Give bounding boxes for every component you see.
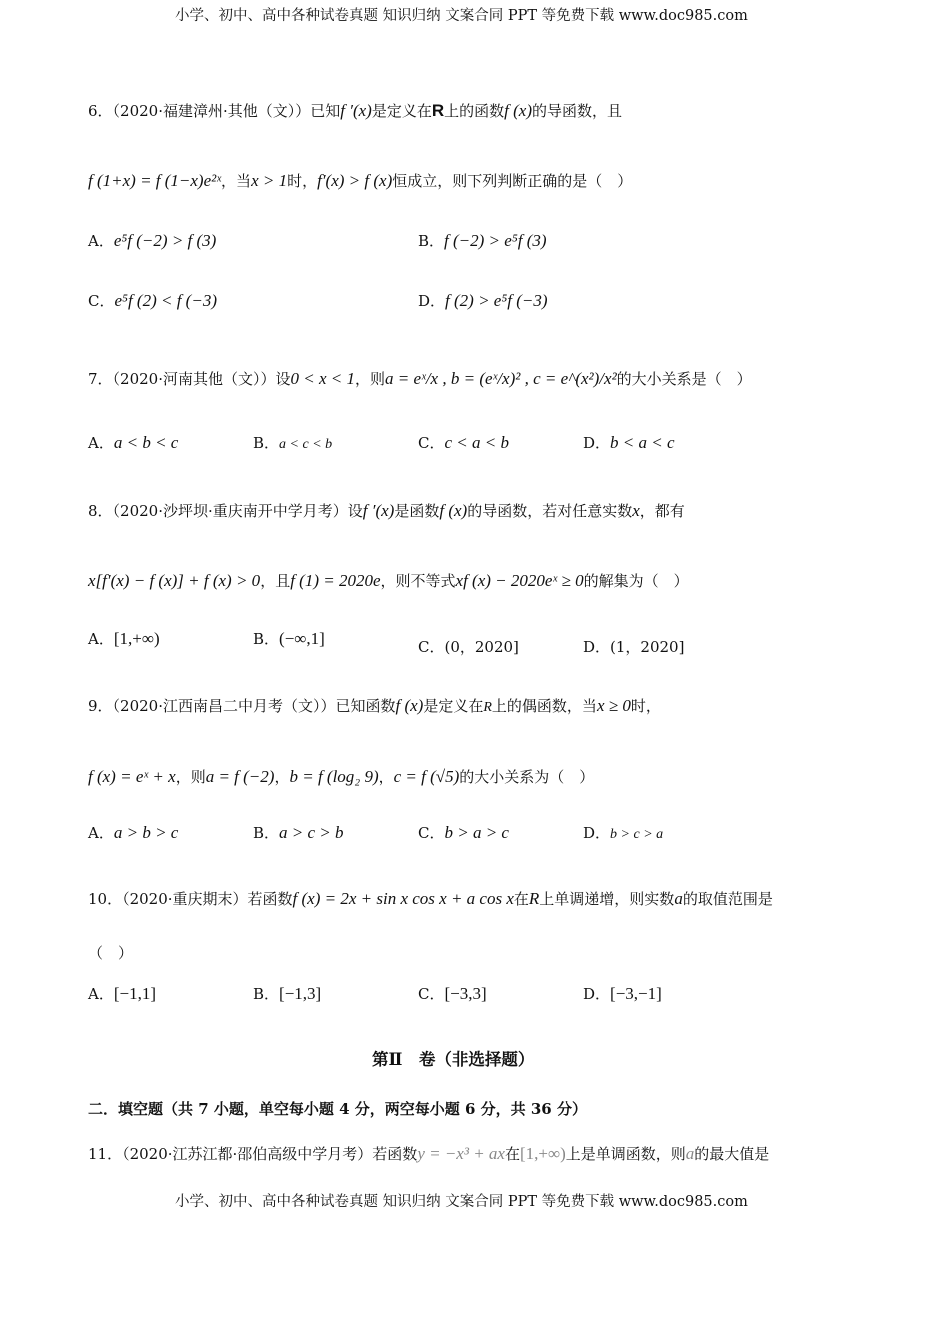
q8-option-d: D．(1，2020] [583,638,685,656]
q10-math: R [528,889,540,908]
option-value: (−∞,1] [279,629,325,648]
q11-math: y = −x³ + ax [417,1144,505,1163]
q8-text: ，且 [260,572,291,590]
q9-text: 的大小关系为（ ） [459,768,595,786]
q9-text: 上的偶函数，当 [491,697,597,715]
q6-math: f (1+x) = f (1−x)e²ˣ [88,171,222,190]
option-value: e⁵f (2) < f (−3) [114,291,217,310]
page-header: 小学、初中、高中各种试卷真题 知识归纳 文案合同 PPT 等免费下载 www.doc985.com [175,8,748,24]
q10-option-a [88,983,156,1004]
q6-line1 [88,100,622,121]
option-value: a > b > c [113,823,179,842]
q10-text: 上单调递增，则实数 [539,890,675,908]
option-label: A． [88,434,114,452]
q9-math: f (x) = eˣ + x [88,767,176,786]
q6-math: f′(x) > f (x) [317,171,393,190]
option-label: A． [88,232,114,250]
q11-text: 在 [504,1145,520,1163]
option-value: b > a > c [444,823,509,842]
q8-line1 [88,500,685,521]
q8-text: 是函数 [394,502,440,520]
q7-option-b [253,432,332,453]
option-label: B． [253,434,280,452]
q8-text: ，则不等式 [380,572,456,590]
q8-option-c: C．(0，2020] [418,638,519,656]
q11-stem: 11．（2020·江苏江都·邵伯高级中学月考）若函数 [88,1145,418,1163]
q9-text: 是定义在 [423,697,484,715]
q6-line2 [88,170,632,191]
option-label: B． [253,824,280,842]
q7-math: a = eˣ/x , b = (eˣ/x)² , c = e^(x²)/x² [385,369,617,388]
q8-math: f (1) = 2020e [290,571,381,590]
option-label: A． [88,824,114,842]
q7-option-c [418,432,509,453]
option-label: C． [418,985,445,1003]
q9-math: R [483,700,492,715]
q7-text: ，则 [355,370,386,388]
option-value: a < b < c [113,433,179,452]
q10-text: 在 [513,890,529,908]
q6-text: 恒成立，则下列判断正确的是（ ） [392,172,633,190]
q6-math: x > 1 [251,171,288,190]
q9-math: c = f (√5) [393,767,460,786]
q7-text: 的大小关系是（ ） [616,370,752,388]
q6-text: ，当 [221,172,252,190]
q9-option-d [583,822,663,843]
q11-line1 [88,1143,769,1164]
q8-stem: 8．（2020·沙坪坝·重庆南开中学月考）设 [88,502,363,520]
q11-text: 的最大值是 [694,1145,770,1163]
q10-option-d [583,983,662,1004]
option-value: [−1,1] [113,984,157,1003]
q10-line1 [88,888,773,909]
q6-option-d [418,290,548,311]
option-value: b < a < c [610,433,675,452]
q11-text: 上是单调函数，则 [565,1145,686,1163]
q7-option-d [583,432,675,453]
q9-math: x ≥ 0 [596,696,631,715]
q10-math: f (x) = 2x + sin x cos x + a cos x [292,889,514,908]
option-value: e⁵f (−2) > f (3) [113,231,217,250]
q9-text: ，则 [175,768,206,786]
option-value: [1,+∞) [113,629,160,648]
option-value: [−3,3] [444,984,487,1003]
option-label: D． [418,292,446,310]
q6-option-b [418,230,547,251]
option-label: C． [418,434,445,452]
q6-math: f (x) [504,101,532,120]
q6-math: f ′(x) [340,101,372,120]
q6-text: 是定义在 [371,102,432,120]
option-value: f (2) > e⁵f (−3) [445,291,548,310]
q9-text: 时， [630,697,661,715]
q8-math: f ′(x) [362,501,395,520]
q8-math: x[f′(x) − f (x)] + f (x) > 0 [88,571,261,590]
q8-math: x [632,501,640,520]
q8-option-a [88,628,160,649]
q9-option-b [253,822,344,843]
q9-math: b = f (log₂ 9) [289,767,379,786]
option-label: B． [418,232,445,250]
option-label: C． [418,824,445,842]
q9-stem: 9．（2020·江西南昌二中月考（文））已知函数 [88,697,396,715]
q9-line1 [88,695,661,716]
q8-math: xf (x) − 2020eˣ ≥ 0 [455,571,584,590]
q7-stem: 7．（2020·河南其他（文））设 [88,370,291,388]
q6-text: 上的函数 [444,102,505,120]
option-label: A． [88,985,114,1003]
page-footer: 小学、初中、高中各种试卷真题 知识归纳 文案合同 PPT 等免费下载 www.doc985.com [175,1194,748,1210]
q9-option-c [418,822,509,843]
q8-text: 的导函数，若对任意实数 [467,502,633,520]
q10-option-c [418,983,487,1004]
option-value: [−3,−1] [610,984,662,1003]
option-value: [−1,3] [279,984,322,1003]
q6-text: 时， [287,172,318,190]
q6-text: 的导函数，且 [531,102,622,120]
q8-text: ，都有 [639,502,685,520]
q9-math: a = f (−2) [205,767,275,786]
option-label: D． [583,824,611,842]
q9-text: ， [274,768,290,786]
q10-math: a [674,889,683,908]
option-label: B． [253,630,280,648]
q6-option-c [88,290,217,311]
option-label: D． [583,434,611,452]
q7-option-a [88,432,178,453]
option-value: f (−2) > e⁵f (3) [444,231,547,250]
option-label: D． [583,985,611,1003]
q6-stem: 6．（2020·福建漳州·其他（文））已知 [88,102,341,120]
q10-stem: 10．（2020·重庆期末）若函数 [88,890,293,908]
q9-line2 [88,766,594,787]
q9-math: f (x) [395,696,424,715]
option-value: a < c < b [279,437,333,452]
option-value: c < a < b [444,433,509,452]
q7-math: 0 < x < 1 [290,369,355,388]
q10-text: 的取值范围是 [682,890,773,908]
q7-line1 [88,368,752,389]
q9-option-a [88,822,178,843]
option-label: A． [88,630,114,648]
option-label: B． [253,985,280,1003]
q11-math: a [685,1144,695,1163]
q11-math: [1,+∞) [519,1144,566,1163]
section-title: 第Ⅱ 卷（非选择题） [372,1050,535,1069]
q10-option-b [253,983,321,1004]
q8-math: f (x) [439,501,468,520]
q6-math: R [431,101,445,120]
q8-option-b [253,628,325,649]
subsection-title: 二．填空题（共 7 小题，单空每小题 4 分，两空每小题 6 分，共 36 分） [88,1100,587,1118]
q8-line2 [88,570,689,591]
option-value: b > c > a [610,827,664,842]
q6-option-a [88,230,216,251]
option-value: a > c > b [279,823,344,842]
q8-text: 的解集为（ ） [583,572,689,590]
q9-text: ， [378,768,394,786]
option-label: C． [88,292,115,310]
q10-line2: （ ） [88,944,134,962]
